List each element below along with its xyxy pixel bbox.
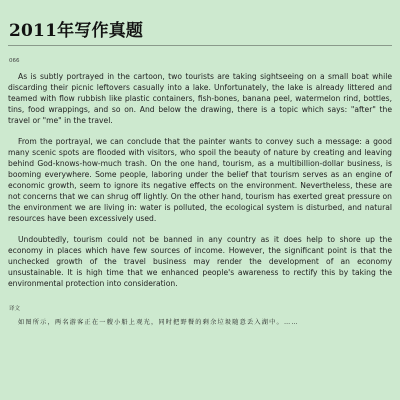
- page-number: 066: [9, 58, 20, 64]
- translation-body: [8, 318, 392, 328]
- translation-paragraph: 如图所示，两名游客正在一艘小船上观光，同时把野餐的剩余垃圾随意丢入湖中。……: [18, 319, 299, 326]
- translation-label: 译文: [9, 306, 21, 312]
- essay-body: [8, 71, 392, 289]
- essay-paragraph: As is subtly portrayed in the cartoon, two tourists are taking sightseeing on a small boat while discarding their picnic leftovers casually into a lake. Unfortunately, the lake is already littered and teamed with flow rubbish like plastic containers, fish-bones, banana peel, watermelon rind, bottles, tins, food wrappings, and so on. And below the drawing, there is a topic which says: "after" the travel or "me" in the travel.: [8, 72, 392, 125]
- essay-paragraph: Undoubtedly, tourism could not be banned in any country as it does help to shore up the economy in places which have few sources of income. However, the significant point is that the unchecked growth of the travel business may render the development of an economy unsustainable. It is high time that we enhanced people's awareness to rectify this by taking the environmental protection into consideration.: [8, 235, 392, 288]
- page-title: 2011年写作真题: [9, 21, 144, 41]
- essay-paragraph: From the portrayal, we can conclude that the painter wants to convey such a message: a good many scenic spots are flooded with visitors, who spoil the beauty of nature by creating and leaving behind God-knows-how-much trash. On the one hand, tourism, as a multibillion-dollar business, is booming everywhere. Some people, laboring under the belief that tourism serves as an engine of economic growth, seem to ignore its negative effects on the environment. Nevertheless, these are not concerns that we can shrug off lightly. On the other hand, tourism has exerted great pressure on the environment we are living in: water is polluted, the ecological system is disturbed, and natural resources have been excessively used.: [8, 137, 392, 223]
- title-divider: [8, 45, 392, 46]
